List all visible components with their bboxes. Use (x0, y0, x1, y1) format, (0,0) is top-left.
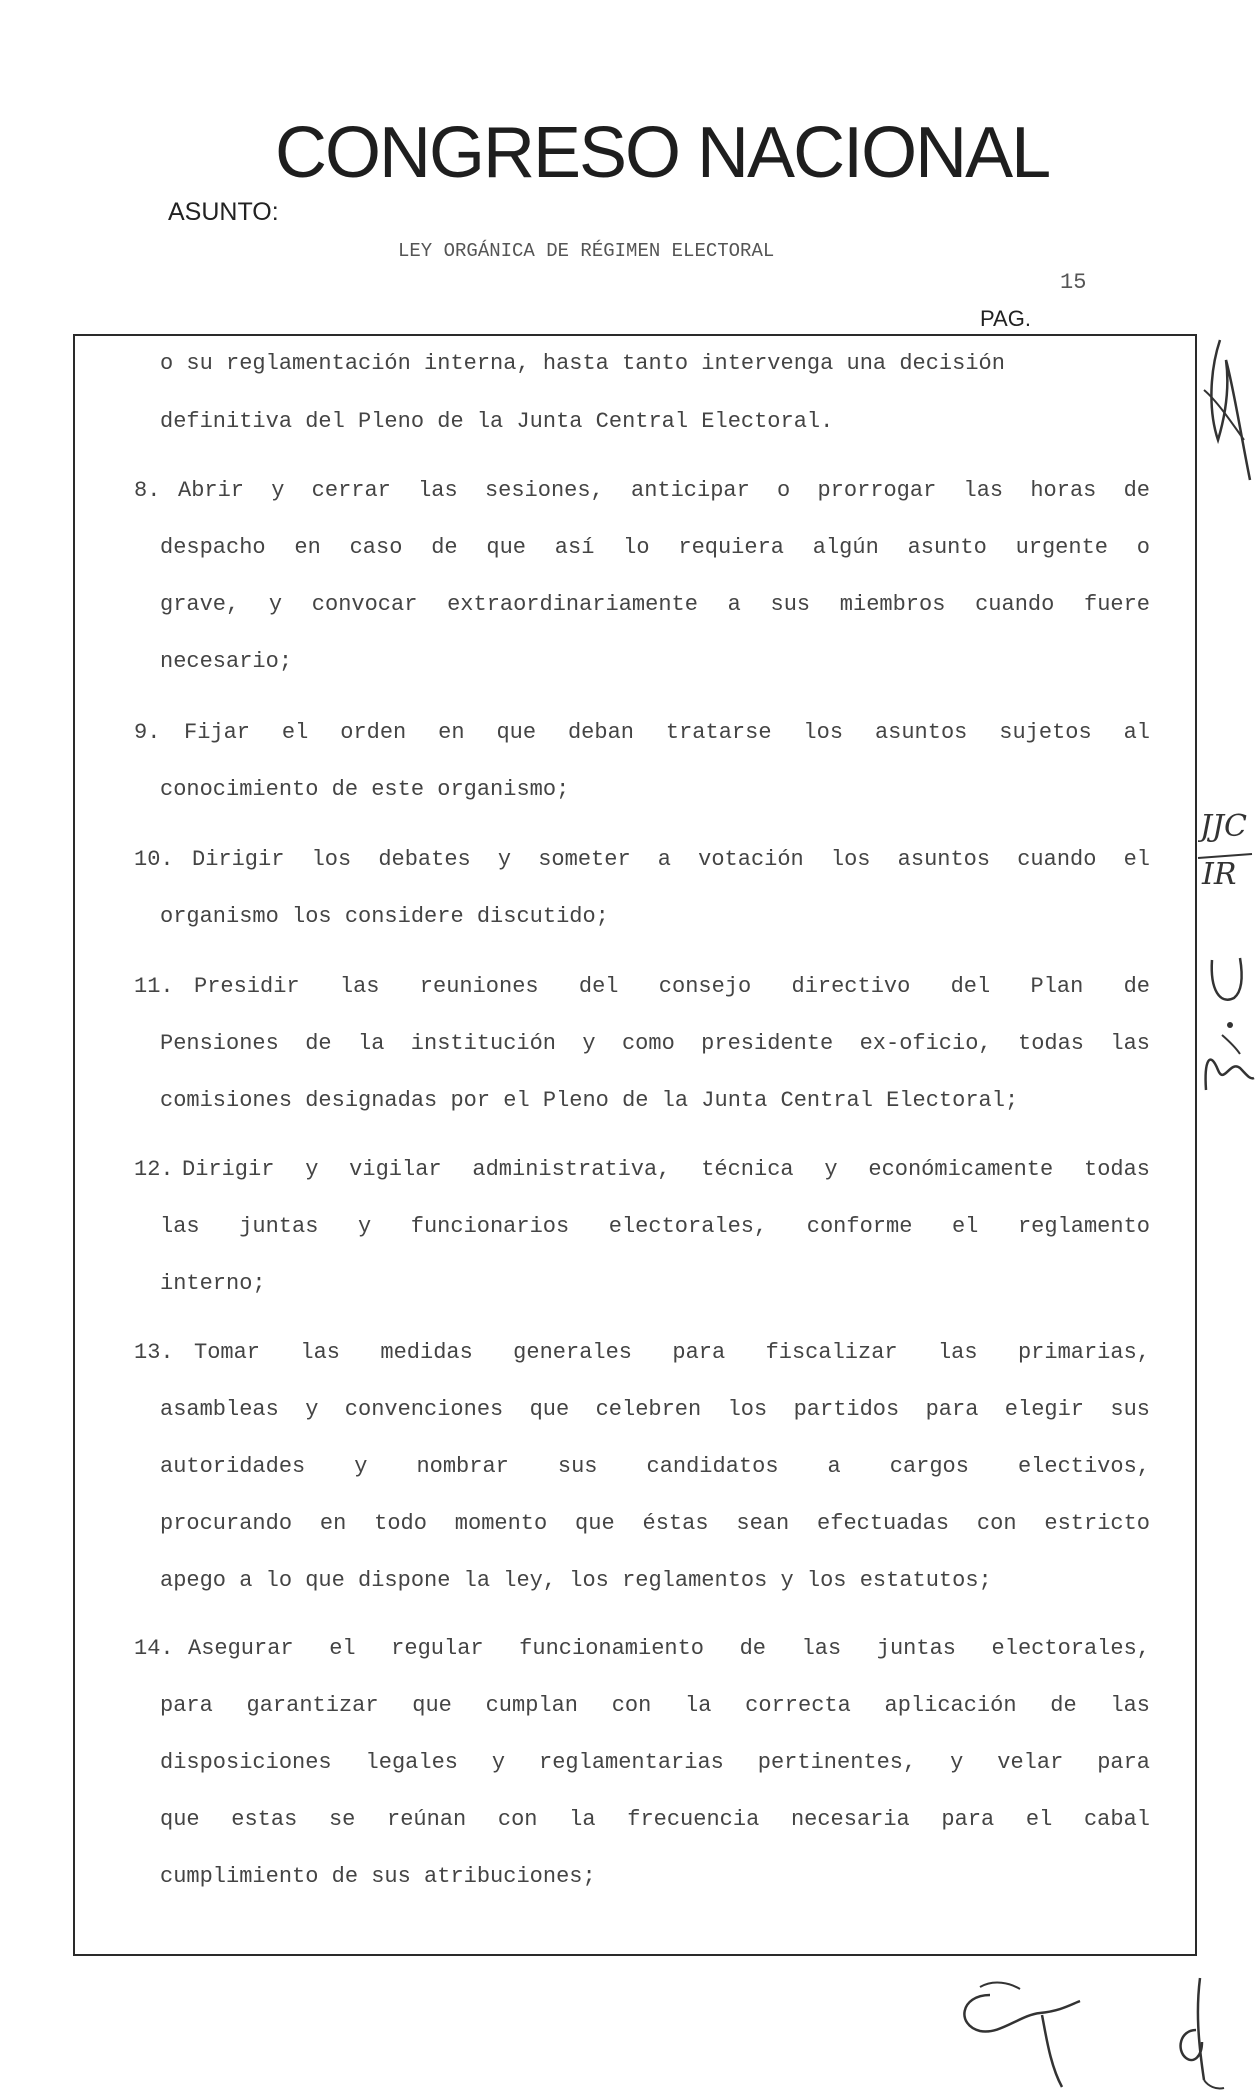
item-line: autoridades y nombrar sus candidatos a cargos electivos, (160, 1454, 1150, 1479)
item-number: 13. (134, 1340, 174, 1365)
item-line: procurando en todo momento que éstas sean efectuadas con estricto (160, 1511, 1150, 1536)
initials-ir (1196, 852, 1257, 892)
item-line: cumplimiento de sus atribuciones; (160, 1864, 596, 1889)
item-line: interno; (160, 1271, 266, 1296)
item-line: necesario; (160, 649, 293, 674)
asunto-label: ASUNTO: (168, 198, 279, 226)
item-number: 14. (134, 1636, 174, 1661)
initial-bottom-right (1160, 1970, 1230, 2096)
page-title: CONGRESO NACIONAL (275, 113, 1050, 193)
item-line: Abrir y cerrar las sesiones, anticipar o prorrogar las horas de (178, 478, 1150, 503)
item-line: Fijar el orden en que deban tratarse los asuntos sujetos al (184, 720, 1150, 745)
item-line: apego a lo que dispone la ley, los reglamentos y los estatutos; (160, 1568, 992, 1593)
document-subject: LEY ORGÁNICA DE RÉGIMEN ELECTORAL (398, 240, 775, 262)
item-number: 12. (134, 1157, 174, 1182)
item-line: Presidir las reuniones del consejo directivo del Plan de (194, 974, 1150, 999)
item-line: para garantizar que cumplan con la correcta aplicación de las (160, 1693, 1150, 1718)
item-line: las juntas y funcionarios electorales, conforme el reglamento (160, 1214, 1150, 1239)
item-number: 11. (134, 974, 174, 999)
initials-jjc (1198, 808, 1257, 844)
signature-top-right (1190, 330, 1257, 490)
intro-line: o su reglamentación interna, hasta tanto intervenga una decisión (160, 351, 1005, 376)
item-line: Dirigir y vigilar administrativa, técnica y económicamente todas (182, 1157, 1150, 1182)
signature-bottom (950, 1975, 1090, 2096)
item-number: 9. (134, 720, 161, 745)
initials-ir-text: IR (1202, 857, 1237, 892)
page-label: PAG. (980, 306, 1031, 331)
item-line: disposiciones legales y reglamentarias pertinentes, y velar para (160, 1750, 1150, 1775)
item-line: organismo los considere discutido; (160, 904, 609, 929)
signature-right-middle (1200, 950, 1257, 1100)
item-number: 10. (134, 847, 174, 872)
item-line: asambleas y convenciones que celebren los partidos para elegir sus (160, 1397, 1150, 1422)
item-line: que estas se reúnan con la frecuencia necesaria para el cabal (160, 1807, 1150, 1832)
item-number: 8. (134, 478, 161, 503)
item-line: Tomar las medidas generales para fiscalizar las primarias, (194, 1340, 1150, 1365)
item-line: despacho en caso de que así lo requiera algún asunto urgente o (160, 535, 1150, 560)
item-line: Pensiones de la institución y como presidente ex-oficio, todas las (160, 1031, 1150, 1056)
initials-jjc-text: JJC (1200, 809, 1248, 844)
intro-line: definitiva del Pleno de la Junta Central Electoral. (160, 409, 834, 434)
item-line: Asegurar el regular funcionamiento de las juntas electorales, (188, 1636, 1150, 1661)
page-number: 15 (1060, 270, 1087, 295)
item-line: grave, y convocar extraordinariamente a sus miembros cuando fuere (160, 592, 1150, 617)
item-line: comisiones designadas por el Pleno de la Junta Central Electoral; (160, 1088, 1019, 1113)
item-line: Dirigir los debates y someter a votación los asuntos cuando el (192, 847, 1150, 872)
item-line: conocimiento de este organismo; (160, 777, 570, 802)
